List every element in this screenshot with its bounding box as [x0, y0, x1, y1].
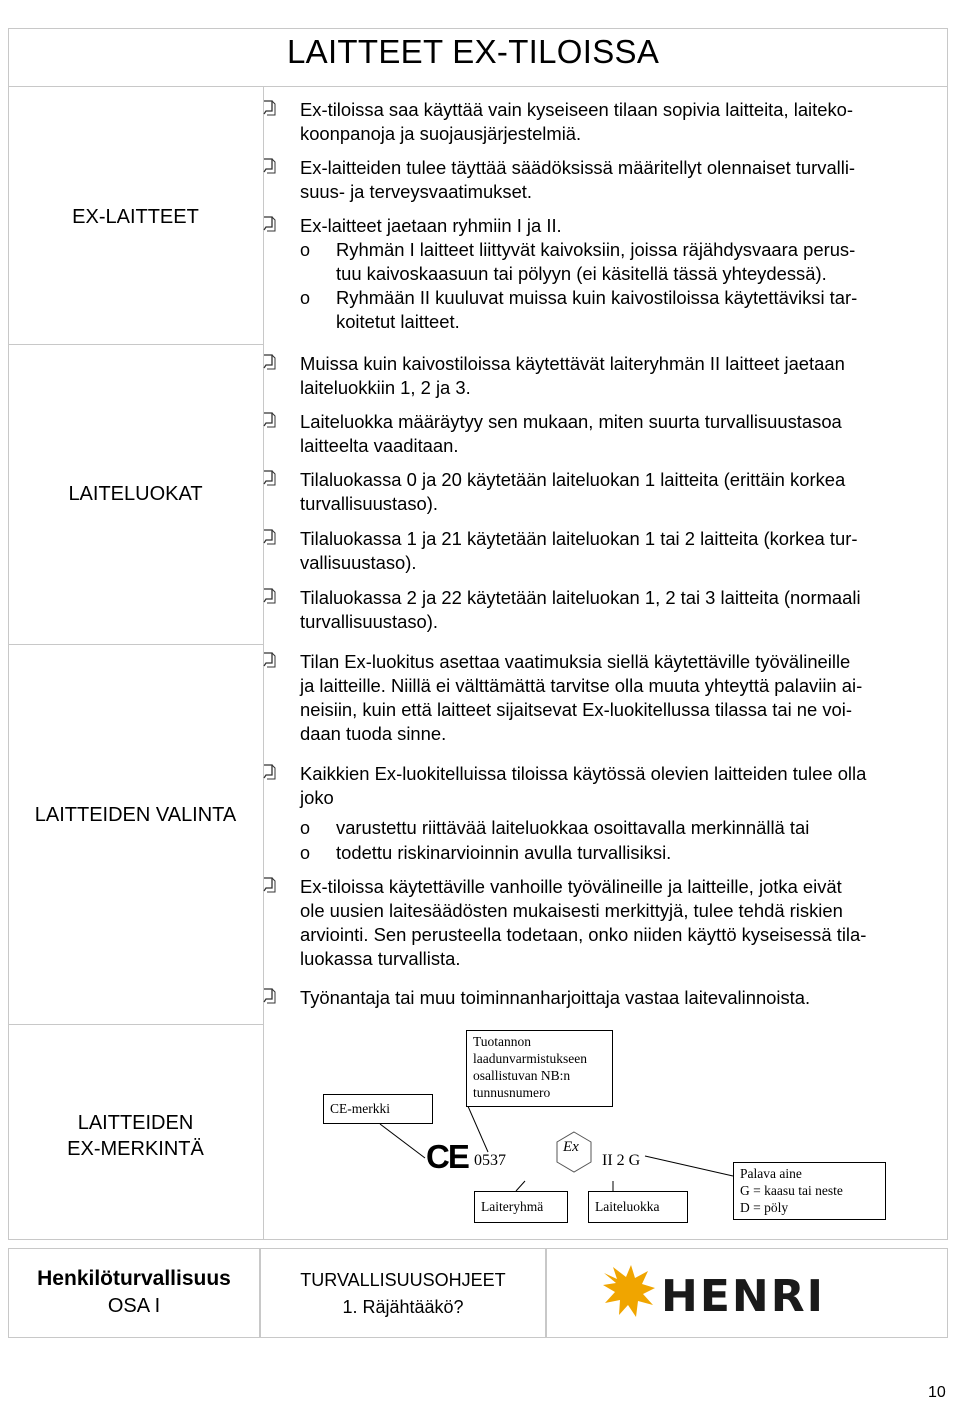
- list-item: Tilaluokassa 1 ja 21 käytetään laiteluokan 1 tai 2 laitteita (korkea tur- vallisuustaso).: [300, 528, 858, 573]
- footer-doc-title: TURVALLISUUSOHJEET: [300, 1270, 506, 1290]
- page-title: LAITTEET EX-TILOISSA: [287, 33, 660, 70]
- list-item: Ex-laitteet jaetaan ryhmiin I ja II.: [300, 215, 562, 236]
- sub-bullet-icon: o: [300, 843, 311, 863]
- equipment-marking: II 2 G: [602, 1152, 641, 1169]
- list-item: Tilaluokassa 2 ja 22 käytetään laiteluokan 1, 2 tai 3 laitteita (normaali turvallisuustaso).: [300, 587, 861, 632]
- footer-middle-box: [260, 1248, 546, 1338]
- bullet-icon: [260, 214, 278, 238]
- henri-logo-icon: [599, 1261, 899, 1331]
- sub-list-item: Ryhmään II kuuluvat muissa kuin kaivostiloissa käytettäviksi tar- koitetut laitteet.: [336, 287, 858, 332]
- bullet-icon: [260, 468, 278, 492]
- list-item: Työnantaja tai muu toiminnanharjoittaja vastaa laitevalinnoista.: [300, 987, 811, 1008]
- bullet-icon: [260, 352, 278, 376]
- category-label-box: Laiteluokka: [588, 1191, 688, 1223]
- connector-line: [645, 1156, 733, 1176]
- footer-doc-subtitle: 1. Räjähtääkö?: [342, 1297, 464, 1317]
- sub-bullet-icon: o: [300, 240, 311, 260]
- section-divider: [8, 644, 263, 645]
- bullet-icon: [260, 586, 278, 610]
- section-label-ex-merkinta: LAITTEIDEN EX-MERKINTÄ: [67, 1112, 204, 1160]
- bullet-icon: [260, 156, 278, 180]
- footer-series-part: OSA I: [107, 1295, 161, 1317]
- list-item: Ex-tiloissa saa käyttää vain kyseiseen tilaan sopivia laitteita, laiteko- koonpanoja ja suojausjärjestelmiä.: [300, 99, 854, 144]
- connector-line: [516, 1181, 525, 1191]
- footer-series-title: Henkilöturvallisuus: [37, 1267, 231, 1290]
- group-label-box: Laiteryhmä: [474, 1191, 568, 1223]
- section-label-ex-laitteet: EX-LAITTEET: [72, 206, 199, 228]
- sub-list-item: varustettu riittävää laiteluokkaa osoittavalla merkinnällä tai: [336, 817, 810, 838]
- logo-wordmark: HENRI: [661, 1271, 825, 1322]
- ce-label-box: CE-merkki: [323, 1094, 433, 1124]
- bullet-icon: [260, 650, 278, 674]
- section-divider: [8, 344, 263, 345]
- bullet-icon: [260, 762, 278, 786]
- section-label-laitteiden-valinta: LAITTEIDEN VALINTA: [34, 804, 237, 826]
- sub-bullet-icon: o: [300, 288, 311, 308]
- sub-list-item: Ryhmän I laitteet liittyvät kaivoksiin, joissa räjähdysvaara perus- tuu kaivoskaasuun tai pölyyn (ei käsitellä tässä yhteydessä).: [336, 239, 856, 284]
- section-label-laiteluokat: LAITELUOKAT: [68, 483, 203, 505]
- bullet-icon: [260, 986, 278, 1010]
- sub-list-item: todettu riskinarvioinnin avulla turvallisiksi.: [336, 842, 672, 863]
- nb-number: 0537: [474, 1152, 506, 1169]
- list-item: Tilaluokassa 0 ja 20 käytetään laiteluokan 1 laitteita (erittäin korkea turvallisuustaso).: [300, 469, 846, 514]
- substance-label-box: Palava aine G = kaasu tai neste D = pöly: [733, 1162, 886, 1220]
- nb-label-box: Tuotannon laadunvarmistukseen osallistuvan NB:n tunnusnumero: [466, 1030, 613, 1107]
- connector-line: [380, 1124, 425, 1158]
- list-item: Muissa kuin kaivostiloissa käytettävät laiteryhmän II laitteet jaetaan laiteluokkiin 1, 2 ja 3.: [300, 353, 845, 398]
- connector-line: [467, 1104, 488, 1152]
- footer-left-box: [8, 1248, 260, 1338]
- bullet-icon: [260, 98, 278, 122]
- list-item: Tilan Ex-luokitus asettaa vaatimuksia siellä käytettäville työvälineille ja laitteille. Niillä ei välttämättä tarvitse olla muuta yhteyttä palaviin ai- neisiin, kuin että laitteet sijaitsevat Ex-luokitellussa tilassa tai ne voi- daan tuoda sinne.: [300, 651, 863, 744]
- ex-symbol: Ex: [563, 1139, 579, 1155]
- sub-bullet-icon: o: [300, 818, 311, 838]
- ce-mark-icon: CE: [426, 1138, 468, 1175]
- list-item: Kaikkien Ex-luokitelluissa tiloissa käytössä olevien laitteiden tulee olla joko: [300, 763, 867, 808]
- list-item: Ex-laitteiden tulee täyttää säädöksissä määritellyt olennaiset turvalli- suus- ja terveysvaatimukset.: [300, 157, 856, 202]
- footer-logo-box: [546, 1248, 948, 1338]
- bullet-icon: [260, 527, 278, 551]
- bullet-icon: [260, 410, 278, 434]
- page-number: 10: [928, 1384, 946, 1401]
- list-item: Ex-tiloissa käytettäville vanhoille työvälineille ja laitteille, jotka eivät ole uusien laitesäädösten mukaisesti merkittyjä, tulee tehdä riskien arviointi. Sen perusteella todetaan, onko niiden käyttö kyseisessä tila- luokassa turvallista.: [300, 876, 867, 969]
- bullet-icon: [260, 875, 278, 899]
- title-divider: [8, 86, 948, 87]
- list-item: Laiteluokka määräytyy sen mukaan, miten suurta turvallisuustasoa laitteelta vaaditaan.: [300, 411, 842, 456]
- section-divider: [8, 1024, 263, 1025]
